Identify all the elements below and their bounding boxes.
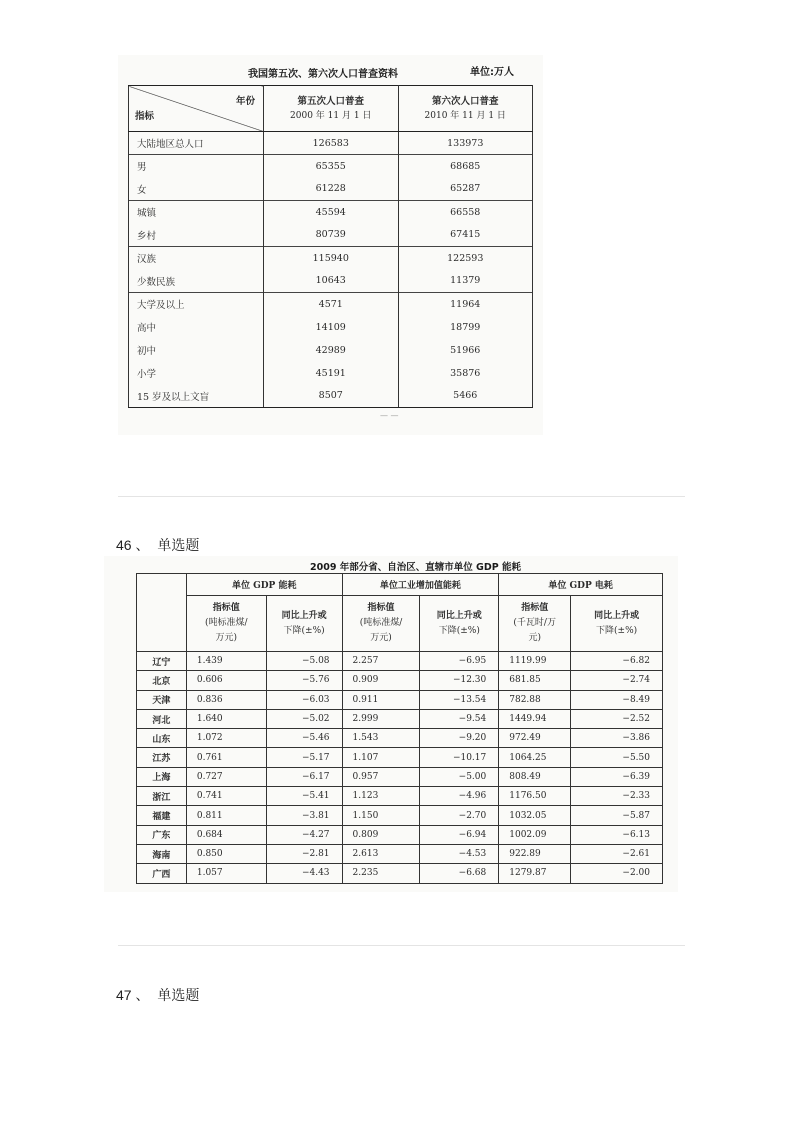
question-46-header — [116, 535, 199, 555]
electricity-change: −6.82 — [571, 652, 663, 671]
census-5-date: 2000 年 11 月 1 日 — [290, 110, 372, 121]
value-2010: 5466 — [398, 385, 533, 408]
value-2000: 45191 — [264, 362, 399, 385]
electricity-change: −6.39 — [571, 767, 663, 786]
region-cell: 浙江 — [137, 787, 187, 806]
industry-change: −13.54 — [420, 690, 499, 709]
industry-change: −12.30 — [420, 671, 499, 690]
value-2000: 45594 — [264, 201, 399, 224]
gdp-value: 0.684 — [186, 825, 266, 844]
sub-header-line: 元) — [528, 633, 541, 643]
energy-table-title: 2009 年部分省、自治区、直辖市单位 GDP 能耗 — [310, 562, 522, 573]
value-2000: 80739 — [264, 224, 399, 247]
electricity-change: −2.52 — [571, 709, 663, 728]
electricity-value: 972.49 — [499, 729, 571, 748]
value-2010: 35876 — [398, 362, 533, 385]
electricity-change: −6.13 — [571, 825, 663, 844]
industry-change: −2.70 — [420, 806, 499, 825]
energy-table — [136, 573, 663, 884]
page-mark: — — — [380, 411, 399, 420]
section-divider — [118, 496, 685, 497]
census-row — [129, 339, 533, 362]
gdp-change: −4.27 — [266, 825, 342, 844]
electricity-change: −2.33 — [571, 787, 663, 806]
energy-row — [137, 748, 663, 767]
sub-header-line: 万元) — [370, 633, 392, 643]
industry-change: −4.53 — [420, 844, 499, 863]
region-cell: 广西 — [137, 864, 187, 883]
question-number: 47 、 — [116, 987, 150, 1003]
sub-header-line: 指标值 — [521, 603, 549, 613]
row-label: 男 — [129, 155, 264, 178]
energy-row — [137, 652, 663, 671]
gdp-value: 0.850 — [186, 844, 266, 863]
gdp-change: −4.43 — [266, 864, 342, 883]
question-47-header — [116, 985, 199, 1005]
value-2000: 4571 — [264, 293, 399, 316]
region-cell: 天津 — [137, 690, 187, 709]
value-2010: 133973 — [398, 132, 533, 155]
census-row — [129, 293, 533, 316]
industry-change: −9.54 — [420, 709, 499, 728]
sub-header-cell — [186, 596, 266, 652]
census-row — [129, 316, 533, 339]
gdp-change: −5.41 — [266, 787, 342, 806]
energy-row — [137, 671, 663, 690]
region-cell: 上海 — [137, 767, 187, 786]
census-row — [129, 224, 533, 247]
gdp-change: −5.02 — [266, 709, 342, 728]
electricity-value: 782.88 — [499, 690, 571, 709]
industry-value: 2.257 — [342, 652, 420, 671]
industry-value: 2.235 — [342, 864, 420, 883]
electricity-value: 1449.94 — [499, 709, 571, 728]
sub-header-cell — [499, 596, 571, 652]
row-label: 15 岁及以上文盲 — [129, 385, 264, 408]
sub-header-line: 指标值 — [212, 603, 240, 613]
gdp-value: 0.727 — [186, 767, 266, 786]
energy-row — [137, 729, 663, 748]
energy-row — [137, 709, 663, 728]
industry-change: −9.20 — [420, 729, 499, 748]
sub-header-cell — [266, 596, 342, 652]
electricity-value: 681.85 — [499, 671, 571, 690]
energy-row — [137, 844, 663, 863]
gdp-change: −2.81 — [266, 844, 342, 863]
gdp-value: 0.836 — [186, 690, 266, 709]
electricity-value: 1002.09 — [499, 825, 571, 844]
electricity-value: 1279.87 — [499, 864, 571, 883]
header-indicator-label: 指标 — [135, 111, 155, 122]
electricity-value: 922.89 — [499, 844, 571, 863]
sub-header-line: 下降(±%) — [438, 625, 480, 636]
industry-value: 2.999 — [342, 709, 420, 728]
industry-change: −6.94 — [420, 825, 499, 844]
census-5-title: 第五次人口普查 — [297, 95, 364, 107]
gdp-change: −6.17 — [266, 767, 342, 786]
sub-header-line: 指标值 — [367, 603, 395, 613]
electricity-value: 1032.05 — [499, 806, 571, 825]
section-divider — [118, 945, 685, 946]
value-2000: 126583 — [264, 132, 399, 155]
census-row — [129, 155, 533, 178]
energy-row — [137, 806, 663, 825]
energy-row — [137, 787, 663, 806]
value-2010: 18799 — [398, 316, 533, 339]
value-2010: 51966 — [398, 339, 533, 362]
row-label: 女 — [129, 178, 264, 201]
question-number: 46 、 — [116, 537, 150, 553]
row-label: 高中 — [129, 316, 264, 339]
row-label: 大学及以上 — [129, 293, 264, 316]
industry-value: 0.911 — [342, 690, 420, 709]
industry-value: 2.613 — [342, 844, 420, 863]
energy-row — [137, 767, 663, 786]
region-cell: 河北 — [137, 709, 187, 728]
group-header-electricity: 单位 GDP 电耗 — [499, 574, 663, 596]
industry-value: 1.107 — [342, 748, 420, 767]
value-2000: 65355 — [264, 155, 399, 178]
value-2010: 122593 — [398, 247, 533, 270]
sub-header-line: 同比上升或 — [281, 610, 327, 621]
value-2010: 68685 — [398, 155, 533, 178]
industry-change: −6.68 — [420, 864, 499, 883]
question-type: 单选题 — [157, 987, 200, 1003]
electricity-value: 1064.25 — [499, 748, 571, 767]
census-table-title: 我国第五次、第六次人口普查资料 — [248, 69, 398, 80]
sub-header-cell — [571, 596, 663, 652]
electricity-change: −3.86 — [571, 729, 663, 748]
electricity-change: −8.49 — [571, 690, 663, 709]
sub-header-line: 同比上升或 — [594, 610, 640, 621]
value-2010: 11964 — [398, 293, 533, 316]
gdp-value: 0.811 — [186, 806, 266, 825]
sub-header-line: 同比上升或 — [436, 610, 482, 621]
electricity-value: 1176.50 — [499, 787, 571, 806]
industry-value: 0.909 — [342, 671, 420, 690]
electricity-value: 1119.99 — [499, 652, 571, 671]
header-diagonal-cell — [129, 86, 264, 132]
industry-value: 0.809 — [342, 825, 420, 844]
energy-row — [137, 690, 663, 709]
region-cell: 福建 — [137, 806, 187, 825]
row-label: 城镇 — [129, 201, 264, 224]
gdp-value: 0.606 — [186, 671, 266, 690]
region-cell: 江苏 — [137, 748, 187, 767]
row-label: 乡村 — [129, 224, 264, 247]
gdp-change: −5.17 — [266, 748, 342, 767]
energy-row — [137, 864, 663, 883]
industry-change: −5.00 — [420, 767, 499, 786]
value-2000: 8507 — [264, 385, 399, 408]
value-2010: 66558 — [398, 201, 533, 224]
gdp-change: −5.46 — [266, 729, 342, 748]
gdp-value: 0.741 — [186, 787, 266, 806]
sub-header-line: 万元) — [215, 633, 238, 643]
industry-value: 1.150 — [342, 806, 420, 825]
electricity-change: −5.50 — [571, 748, 663, 767]
value-2000: 115940 — [264, 247, 399, 270]
value-2010: 11379 — [398, 270, 533, 293]
sub-header-line: (千瓦时/万 — [513, 618, 556, 628]
electricity-change: −5.87 — [571, 806, 663, 825]
sub-header-cell — [342, 596, 420, 652]
row-label: 初中 — [129, 339, 264, 362]
sub-header-line: (吨标准煤/ — [205, 618, 248, 628]
group-header-gdp: 单位 GDP 能耗 — [186, 574, 342, 596]
energy-table-image — [104, 556, 678, 892]
census-row — [129, 132, 533, 155]
census-row — [129, 247, 533, 270]
value-2000: 61228 — [264, 178, 399, 201]
region-cell: 山东 — [137, 729, 187, 748]
sub-header-cell — [420, 596, 499, 652]
gdp-value: 1.057 — [186, 864, 266, 883]
value-2000: 42989 — [264, 339, 399, 362]
census-table-unit: 单位:万人 — [470, 67, 514, 78]
group-header-industry: 单位工业增加值能耗 — [342, 574, 499, 596]
industry-change: −10.17 — [420, 748, 499, 767]
energy-row — [137, 825, 663, 844]
census-row — [129, 201, 533, 224]
census-row — [129, 385, 533, 408]
header-year-label: 年份 — [235, 96, 255, 107]
gdp-change: −6.03 — [266, 690, 342, 709]
electricity-value: 808.49 — [499, 767, 571, 786]
row-label: 大陆地区总人口 — [129, 132, 264, 155]
value-2010: 65287 — [398, 178, 533, 201]
census-table — [128, 85, 533, 408]
header-census-5 — [264, 86, 399, 132]
header-census-6 — [398, 86, 533, 132]
gdp-change: −3.81 — [266, 806, 342, 825]
electricity-change: −2.61 — [571, 844, 663, 863]
value-2000: 14109 — [264, 316, 399, 339]
row-label: 少数民族 — [129, 270, 264, 293]
census-row — [129, 270, 533, 293]
gdp-value: 0.761 — [186, 748, 266, 767]
region-header-cell — [137, 574, 187, 652]
sub-header-line: 下降(±%) — [283, 625, 325, 636]
census-table-image — [118, 55, 543, 435]
value-2010: 67415 — [398, 224, 533, 247]
industry-value: 1.543 — [342, 729, 420, 748]
industry-change: −6.95 — [420, 652, 499, 671]
gdp-change: −5.76 — [266, 671, 342, 690]
gdp-value: 1.439 — [186, 652, 266, 671]
census-row — [129, 362, 533, 385]
sub-header-line: 下降(±%) — [596, 625, 638, 636]
electricity-change: −2.00 — [571, 864, 663, 883]
industry-change: −4.96 — [420, 787, 499, 806]
row-label: 汉族 — [129, 247, 264, 270]
gdp-change: −5.08 — [266, 652, 342, 671]
question-type: 单选题 — [157, 537, 200, 553]
industry-value: 1.123 — [342, 787, 420, 806]
industry-value: 0.957 — [342, 767, 420, 786]
census-row — [129, 178, 533, 201]
value-2000: 10643 — [264, 270, 399, 293]
electricity-change: −2.74 — [571, 671, 663, 690]
sub-header-line: (吨标准煤/ — [359, 618, 403, 628]
gdp-value: 1.640 — [186, 709, 266, 728]
region-cell: 海南 — [137, 844, 187, 863]
region-cell: 北京 — [137, 671, 187, 690]
census-6-date: 2010 年 11 月 1 日 — [424, 110, 506, 121]
census-6-title: 第六次人口普查 — [431, 95, 499, 107]
row-label: 小学 — [129, 362, 264, 385]
gdp-value: 1.072 — [186, 729, 266, 748]
region-cell: 广东 — [137, 825, 187, 844]
census-table-header — [129, 86, 533, 132]
region-cell: 辽宁 — [137, 652, 187, 671]
